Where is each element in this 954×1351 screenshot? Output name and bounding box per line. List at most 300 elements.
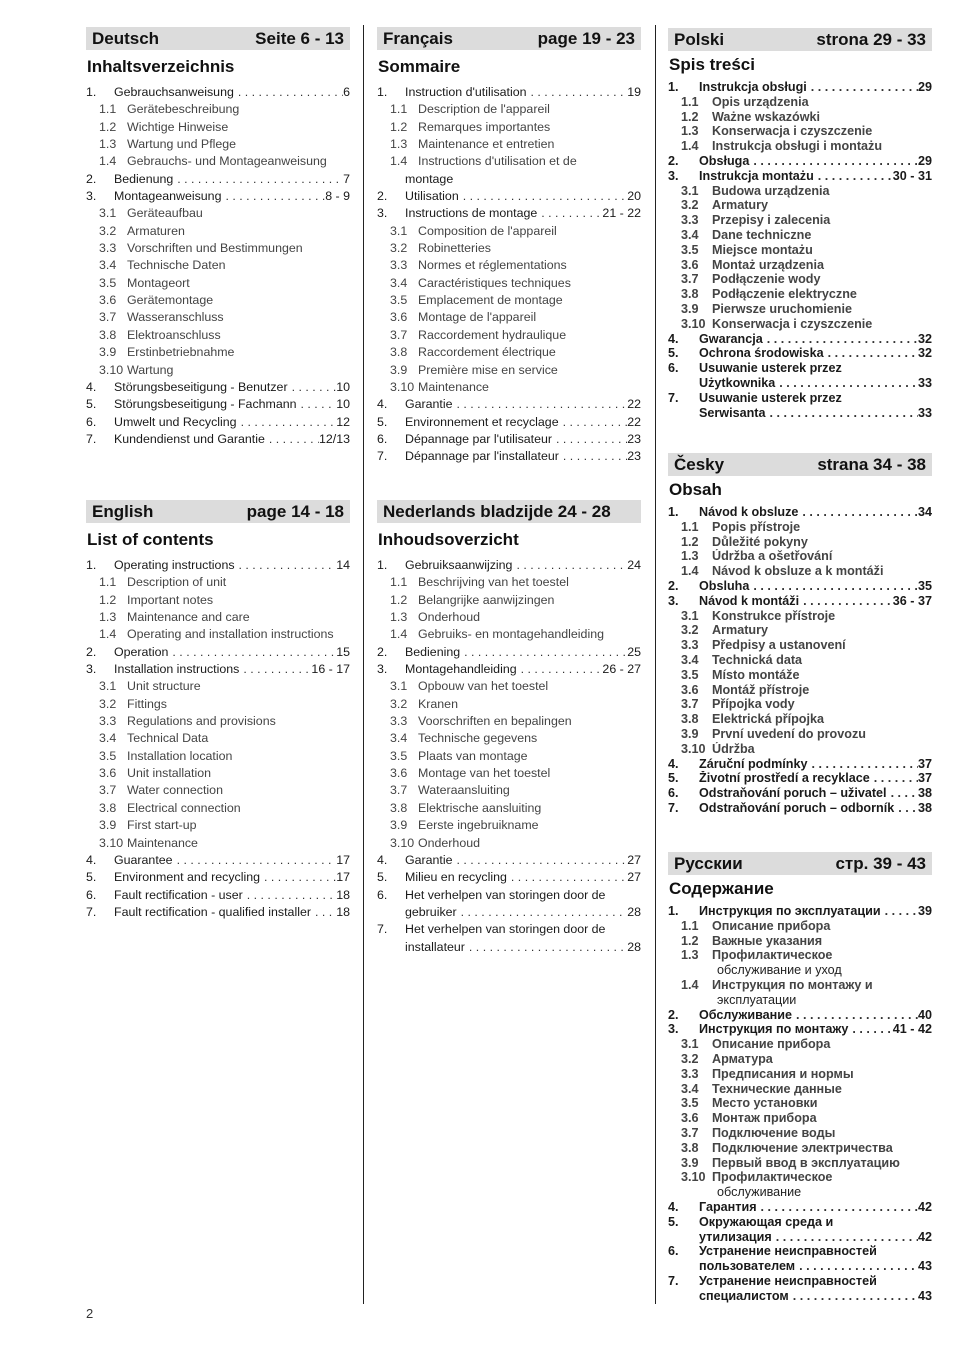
entry-page: 40 bbox=[917, 1007, 932, 1022]
dot-leader bbox=[798, 505, 918, 520]
entry-number: 3.3 bbox=[99, 714, 117, 729]
toc-entry bbox=[86, 869, 350, 886]
entry-number: 7. bbox=[668, 1273, 679, 1288]
page-range: strona 29 - 33 bbox=[816, 29, 926, 49]
toc-subentry bbox=[86, 817, 350, 834]
toc-entry bbox=[377, 887, 641, 904]
entry-title: Installation instructions bbox=[114, 662, 240, 677]
toc-subentry bbox=[668, 638, 932, 653]
entry-number: 3.10 bbox=[390, 379, 415, 394]
toc-entry bbox=[668, 169, 932, 184]
entry-number: 4. bbox=[377, 852, 388, 867]
toc-entry bbox=[377, 431, 641, 448]
entry-title: Ochrona środowiska bbox=[699, 346, 824, 361]
entry-number: 3.8 bbox=[681, 712, 699, 727]
entry-number: 1.2 bbox=[99, 119, 117, 134]
entry-title: Gebruiksaanwijzing bbox=[405, 558, 513, 572]
toc-entry bbox=[377, 448, 641, 465]
toc-entry bbox=[86, 171, 350, 188]
toc-subentry bbox=[86, 835, 350, 852]
entry-number: 3.2 bbox=[681, 623, 699, 638]
entry-number: 1.3 bbox=[99, 610, 117, 625]
entry-title: Utilisation bbox=[405, 189, 459, 204]
entry-title: Wartung und Pflege bbox=[127, 137, 237, 152]
toc-entry bbox=[86, 887, 350, 904]
language-label: Русскии bbox=[674, 853, 743, 873]
entry-title: Ważne wskazówki bbox=[712, 109, 821, 124]
entry-number: 1.4 bbox=[99, 627, 117, 642]
entry-title: First start-up bbox=[127, 818, 197, 833]
entry-title: Pierwsze uruchomienie bbox=[712, 301, 852, 316]
entry-page: 10 bbox=[336, 397, 350, 412]
entry-title: Instrukcja obsługi i montażu bbox=[712, 139, 883, 154]
entry-number: 3. bbox=[377, 662, 388, 677]
toc-subentry bbox=[668, 668, 932, 683]
toc-subentry bbox=[86, 344, 350, 361]
entry-page: 25 bbox=[627, 644, 641, 659]
section-header bbox=[86, 500, 350, 523]
entry-title: Gebrauchsanweisung bbox=[114, 85, 234, 99]
entry-title: Dépannage par l'utilisateur bbox=[405, 431, 553, 446]
entry-title: Environment and recycling bbox=[114, 870, 261, 885]
entry-title: Het verhelpen van storingen door de bbox=[405, 887, 606, 902]
entry-page: 35 bbox=[917, 578, 932, 593]
toc-subentry bbox=[377, 817, 641, 834]
entry-title: Geräteaufbau bbox=[127, 206, 203, 221]
entry-number: 3.6 bbox=[99, 766, 117, 781]
entry-page: 19 bbox=[627, 85, 641, 99]
toc-subentry bbox=[86, 119, 350, 136]
entry-page: 10 bbox=[336, 379, 350, 394]
entry-title: Composition de l'appareil bbox=[418, 223, 557, 238]
entry-number: 1.3 bbox=[99, 137, 117, 152]
entry-number: 1. bbox=[377, 85, 388, 99]
dot-leader bbox=[775, 376, 918, 391]
entry-title: Raccordement hydraulique bbox=[418, 327, 567, 342]
entry-title: Инструкция по монтажу bbox=[699, 1022, 849, 1037]
entry-number: 3.4 bbox=[99, 258, 117, 273]
entry-number: 2. bbox=[668, 1007, 679, 1022]
entry-number: 1.2 bbox=[99, 592, 117, 607]
entry-number: 1.1 bbox=[681, 918, 699, 933]
entry-number: 3.6 bbox=[681, 1111, 699, 1126]
toc-entry bbox=[668, 1215, 932, 1230]
entry-number: 3.7 bbox=[681, 272, 699, 287]
toc-entry bbox=[668, 154, 932, 169]
toc-entry bbox=[668, 1185, 932, 1200]
entry-title: обслуживание и уход bbox=[717, 963, 842, 978]
entry-title: Raccordement électrique bbox=[418, 345, 556, 360]
toc-section-english bbox=[86, 500, 350, 921]
section-title: Inhoudsoverzicht bbox=[378, 530, 519, 549]
toc-subentry bbox=[86, 223, 350, 240]
entry-number: 3.10 bbox=[681, 316, 706, 331]
dot-leader bbox=[807, 80, 918, 95]
entry-number: 3.2 bbox=[390, 241, 408, 256]
entry-title: Milieu en recycling bbox=[405, 870, 507, 885]
entry-title: Technische Daten bbox=[127, 258, 226, 273]
entry-title: Montage de l'appareil bbox=[418, 310, 537, 325]
entry-number: 1.3 bbox=[681, 948, 699, 963]
entry-title: Přípojka vody bbox=[712, 697, 795, 712]
toc-entry bbox=[668, 757, 932, 772]
dot-leader bbox=[517, 661, 603, 678]
entry-page: 18 bbox=[336, 904, 350, 919]
entry-number: 3.8 bbox=[99, 327, 117, 342]
dot-leader bbox=[894, 801, 918, 816]
entry-number: 3.10 bbox=[681, 1170, 706, 1185]
entry-number: 6. bbox=[377, 887, 388, 902]
entry-number: 3.3 bbox=[681, 213, 699, 228]
toc-subentry bbox=[668, 302, 932, 317]
entry-number: 6. bbox=[668, 786, 679, 801]
entry-title: Монтаж прибора bbox=[712, 1111, 817, 1126]
entry-number: 3.6 bbox=[681, 682, 699, 697]
entry-number: 3.9 bbox=[390, 362, 408, 377]
toc-entry bbox=[377, 414, 641, 431]
entry-number: 3.4 bbox=[99, 731, 117, 746]
dot-leader bbox=[453, 396, 628, 413]
section-header bbox=[668, 453, 932, 476]
entry-page: 33 bbox=[917, 405, 932, 420]
entry-title: První uvedení do provozu bbox=[712, 726, 866, 741]
dot-leader bbox=[763, 332, 918, 347]
entry-page: 17 bbox=[336, 852, 350, 867]
toc-entry bbox=[377, 921, 641, 938]
entry-number: 3. bbox=[668, 593, 679, 608]
entry-page: 39 bbox=[917, 904, 932, 918]
toc-subentry bbox=[377, 153, 641, 170]
toc-subentry bbox=[668, 1082, 932, 1097]
entry-number: 1. bbox=[668, 80, 679, 94]
entry-title: Montagehandleiding bbox=[405, 662, 517, 677]
entry-number: 3.2 bbox=[99, 696, 117, 711]
entry-page: 12/13 bbox=[318, 431, 350, 446]
entry-title: Maintenance bbox=[127, 835, 198, 850]
section-title: List of contents bbox=[87, 530, 214, 549]
entry-page: 6 bbox=[343, 85, 350, 99]
entry-number: 1.1 bbox=[390, 575, 408, 590]
entry-title: Vorschriften und Bestimmungen bbox=[127, 241, 303, 256]
entry-title: Předpisy a ustanovení bbox=[712, 638, 846, 653]
entry-title: Regulations and provisions bbox=[127, 714, 276, 729]
dot-leader bbox=[749, 579, 918, 594]
toc-subentry bbox=[377, 344, 641, 361]
toc-subentry bbox=[668, 934, 932, 949]
entry-title: gebruiker bbox=[405, 904, 457, 919]
page-range: стр. 39 - 43 bbox=[835, 853, 926, 873]
entry-title: Onderhoud bbox=[418, 610, 481, 625]
entry-number: 4. bbox=[668, 756, 679, 771]
entry-title: Operating and installation instructions bbox=[127, 627, 334, 642]
toc-subentry bbox=[377, 765, 641, 782]
entry-number: 3.10 bbox=[681, 741, 706, 756]
entry-page: 12 bbox=[336, 414, 350, 429]
entry-title: специалистом bbox=[699, 1288, 789, 1303]
entry-title: Описание прибора bbox=[712, 1037, 831, 1052]
language-label: Français bbox=[383, 28, 453, 48]
entry-title: Bediening bbox=[405, 644, 461, 659]
entry-title: Użytkownika bbox=[699, 375, 776, 390]
entry-number: 5. bbox=[668, 346, 679, 361]
entry-number: 1.1 bbox=[390, 102, 408, 117]
entry-title: Serwisanta bbox=[699, 405, 766, 420]
entry-title: Kundendienst und Garantie bbox=[114, 431, 265, 446]
entry-number: 7. bbox=[86, 904, 97, 919]
toc-entry bbox=[668, 361, 932, 376]
toc-subentry bbox=[86, 592, 350, 609]
section-title: Содержание bbox=[669, 879, 774, 898]
toc-entry bbox=[668, 786, 932, 801]
toc-list bbox=[668, 505, 932, 816]
entry-title: Remarques importantes bbox=[418, 119, 551, 134]
toc-subentry bbox=[86, 678, 350, 695]
toc-entry bbox=[668, 1008, 932, 1023]
entry-number: 3.1 bbox=[390, 679, 408, 694]
toc-subentry bbox=[377, 101, 641, 118]
entry-title: Wasseranschluss bbox=[127, 310, 224, 325]
dot-leader bbox=[235, 557, 337, 574]
entry-title: Важные указания bbox=[712, 933, 823, 948]
dot-leader bbox=[537, 205, 602, 222]
toc-entry bbox=[86, 644, 350, 661]
toc-entry bbox=[668, 963, 932, 978]
entry-title: Normes et réglementations bbox=[418, 258, 567, 273]
toc-subentry bbox=[377, 574, 641, 591]
entry-title: Garantie bbox=[405, 852, 453, 867]
entry-title: Odstraňování poruch – odborník bbox=[699, 800, 895, 815]
entry-number: 7. bbox=[377, 922, 388, 937]
entry-title: Installation location bbox=[127, 748, 233, 763]
entry-title: Caractéristiques techniques bbox=[418, 275, 571, 290]
entry-number: 3.8 bbox=[99, 800, 117, 815]
entry-title: Erstinbetriebnahme bbox=[127, 345, 235, 360]
toc-entry bbox=[668, 80, 932, 95]
toc-entry bbox=[668, 1244, 932, 1259]
entry-title: Operating instructions bbox=[114, 558, 235, 572]
entry-title: Beschrijving van het toestel bbox=[418, 575, 569, 590]
entry-title: Umwelt und Recycling bbox=[114, 414, 237, 429]
language-label: Nederlands bladzijde 24 - 28 bbox=[383, 501, 611, 521]
toc-subentry bbox=[86, 800, 350, 817]
entry-title: Armatury bbox=[712, 623, 768, 638]
toc-entry bbox=[377, 188, 641, 205]
dot-leader bbox=[459, 188, 627, 205]
dot-leader bbox=[237, 414, 337, 431]
language-label: Česky bbox=[674, 454, 725, 474]
entry-title: Armatury bbox=[712, 198, 768, 213]
dot-leader bbox=[173, 852, 337, 869]
toc-subentry bbox=[86, 240, 350, 257]
dot-leader bbox=[288, 379, 337, 396]
entry-title: Устранение неисправностей bbox=[699, 1273, 877, 1288]
toc-entry bbox=[377, 852, 641, 869]
entry-title: Gebruiks- en montagehandleiding bbox=[418, 627, 604, 642]
toc-subentry bbox=[86, 153, 350, 170]
entry-number: 3.1 bbox=[99, 206, 117, 221]
entry-title: эксплуатации bbox=[717, 992, 797, 1007]
toc-entry bbox=[668, 1230, 932, 1245]
entry-number: 4. bbox=[86, 379, 97, 394]
toc-entry bbox=[668, 505, 932, 520]
toc-entry bbox=[377, 205, 641, 222]
entry-page: 29 bbox=[917, 80, 932, 94]
dot-leader bbox=[173, 171, 343, 188]
entry-number: 5. bbox=[86, 397, 97, 412]
entry-number: 3.3 bbox=[681, 1066, 699, 1081]
dot-leader bbox=[527, 84, 628, 101]
dot-leader bbox=[799, 594, 893, 609]
entry-page: 41 - 42 bbox=[892, 1022, 932, 1037]
entry-title: Предписания и нормы bbox=[712, 1066, 854, 1081]
language-label: Polski bbox=[674, 29, 725, 49]
dot-leader bbox=[168, 644, 336, 661]
toc-entry bbox=[377, 557, 641, 574]
entry-title: Important notes bbox=[127, 592, 214, 607]
entry-title: Störungsbeseitigung - Fachmann bbox=[114, 397, 297, 412]
toc-entry bbox=[668, 771, 932, 786]
toc-subentry bbox=[668, 124, 932, 139]
entry-title: Подключение воды bbox=[712, 1125, 836, 1140]
toc-subentry bbox=[86, 765, 350, 782]
entry-title: Electrical connection bbox=[127, 800, 241, 815]
entry-number: 3. bbox=[668, 1022, 679, 1037]
toc-subentry bbox=[377, 713, 641, 730]
entry-title: Подключение электричества bbox=[712, 1140, 893, 1155]
dot-leader bbox=[243, 887, 336, 904]
dot-leader bbox=[552, 431, 627, 448]
entry-title: Описание прибора bbox=[712, 918, 831, 933]
entry-title: Water connection bbox=[127, 783, 223, 798]
entry-title: Armaturen bbox=[127, 223, 185, 238]
entry-number: 1. bbox=[86, 85, 97, 99]
entry-title: Obsluha bbox=[699, 578, 750, 593]
entry-number: 3.7 bbox=[390, 783, 408, 798]
entry-number: 3.2 bbox=[99, 223, 117, 238]
entry-title: Przepisy i zalecenia bbox=[712, 213, 831, 228]
toc-subentry bbox=[668, 1170, 932, 1185]
toc-entry bbox=[86, 188, 350, 205]
toc-subentry bbox=[86, 327, 350, 344]
entry-title: Première mise en service bbox=[418, 362, 558, 377]
dot-leader bbox=[848, 1022, 892, 1037]
entry-number: 3.4 bbox=[681, 1081, 699, 1096]
entry-title: Instructions de montage bbox=[405, 206, 538, 221]
entry-number: 3.5 bbox=[681, 667, 699, 682]
entry-title: Usuwanie usterek przez bbox=[699, 361, 842, 376]
language-label: Deutsch bbox=[92, 28, 160, 48]
entry-title: Místo montáže bbox=[712, 667, 800, 682]
entry-page: 38 bbox=[917, 800, 932, 815]
toc-subentry bbox=[668, 683, 932, 698]
entry-page: 30 - 31 bbox=[892, 168, 932, 183]
entry-number: 7. bbox=[668, 390, 679, 405]
entry-number: 3.6 bbox=[99, 293, 117, 308]
toc-subentry bbox=[668, 1096, 932, 1111]
dot-leader bbox=[234, 84, 343, 101]
entry-page: 24 bbox=[627, 558, 641, 572]
toc-entry bbox=[86, 414, 350, 431]
entry-number: 3.10 bbox=[99, 362, 124, 377]
entry-number: 1.2 bbox=[390, 592, 408, 607]
entry-title: Instructions d'utilisation et de bbox=[418, 154, 577, 169]
entry-title: Důležité pokyny bbox=[712, 534, 808, 549]
entry-title: Elektrická přípojka bbox=[712, 712, 824, 727]
entry-number: 3.7 bbox=[681, 697, 699, 712]
toc-entry bbox=[86, 557, 350, 574]
toc-entry bbox=[668, 391, 932, 406]
toc-subentry bbox=[377, 257, 641, 274]
toc-subentry bbox=[86, 257, 350, 274]
entry-title: Opbouw van het toestel bbox=[418, 679, 549, 694]
toc-subentry bbox=[668, 520, 932, 535]
toc-entry bbox=[668, 993, 932, 1008]
toc-subentry bbox=[668, 184, 932, 199]
dot-leader bbox=[792, 1008, 918, 1023]
entry-number: 3.7 bbox=[681, 1125, 699, 1140]
toc-subentry bbox=[86, 309, 350, 326]
toc-subentry bbox=[86, 136, 350, 153]
entry-title: Onderhoud bbox=[418, 835, 481, 850]
entry-number: 3.5 bbox=[99, 748, 117, 763]
toc-section-russian bbox=[668, 852, 932, 1304]
toc-subentry bbox=[86, 101, 350, 118]
entry-number: 6. bbox=[86, 414, 97, 429]
entry-page: 26 - 27 bbox=[602, 662, 641, 677]
entry-page: 17 bbox=[336, 870, 350, 885]
entry-title: Gwarancja bbox=[699, 331, 763, 346]
toc-subentry bbox=[668, 258, 932, 273]
entry-title: пользователем bbox=[699, 1259, 796, 1274]
entry-page: 43 bbox=[917, 1288, 932, 1303]
entry-title: Usuwanie usterek przez bbox=[699, 390, 842, 405]
entry-number: 1. bbox=[377, 558, 388, 572]
entry-number: 7. bbox=[86, 431, 97, 446]
entry-page: 23 bbox=[627, 431, 641, 446]
toc-entry bbox=[377, 904, 641, 921]
entry-page: 29 bbox=[917, 153, 932, 168]
entry-title: Opis urządzenia bbox=[712, 94, 809, 109]
entry-number: 5. bbox=[377, 870, 388, 885]
entry-title: Fault rectification - user bbox=[114, 887, 243, 902]
toc-entry bbox=[668, 1259, 932, 1274]
entry-number: 3.10 bbox=[99, 835, 124, 850]
entry-number: 6. bbox=[86, 887, 97, 902]
entry-title: Montage van het toestel bbox=[418, 766, 551, 781]
entry-title: Konserwacja i czyszczenie bbox=[712, 316, 873, 331]
dot-leader bbox=[789, 1289, 918, 1304]
entry-title: Montáž přístroje bbox=[712, 682, 810, 697]
entry-title: Instrukcja obsługi bbox=[699, 80, 807, 94]
toc-entry bbox=[86, 84, 350, 101]
toc-list bbox=[86, 557, 350, 921]
toc-entry bbox=[668, 406, 932, 421]
entry-number: 3.6 bbox=[390, 310, 408, 325]
entry-number: 4. bbox=[377, 397, 388, 412]
entry-title: Voorschriften en bepalingen bbox=[418, 714, 572, 729]
entry-title: Údržba a ošetřování bbox=[712, 549, 833, 564]
entry-title: Miejsce montażu bbox=[712, 242, 813, 257]
entry-page: 27 bbox=[627, 852, 641, 867]
dot-leader bbox=[559, 448, 627, 465]
entry-title: Popis přístroje bbox=[712, 519, 801, 534]
entry-title: Gerätemontage bbox=[127, 293, 214, 308]
entry-page: 32 bbox=[917, 331, 932, 346]
toc-subentry bbox=[668, 1067, 932, 1082]
entry-number: 3.4 bbox=[390, 275, 408, 290]
entry-number: 1.1 bbox=[681, 519, 699, 534]
entry-title: Obsługa bbox=[699, 153, 750, 168]
